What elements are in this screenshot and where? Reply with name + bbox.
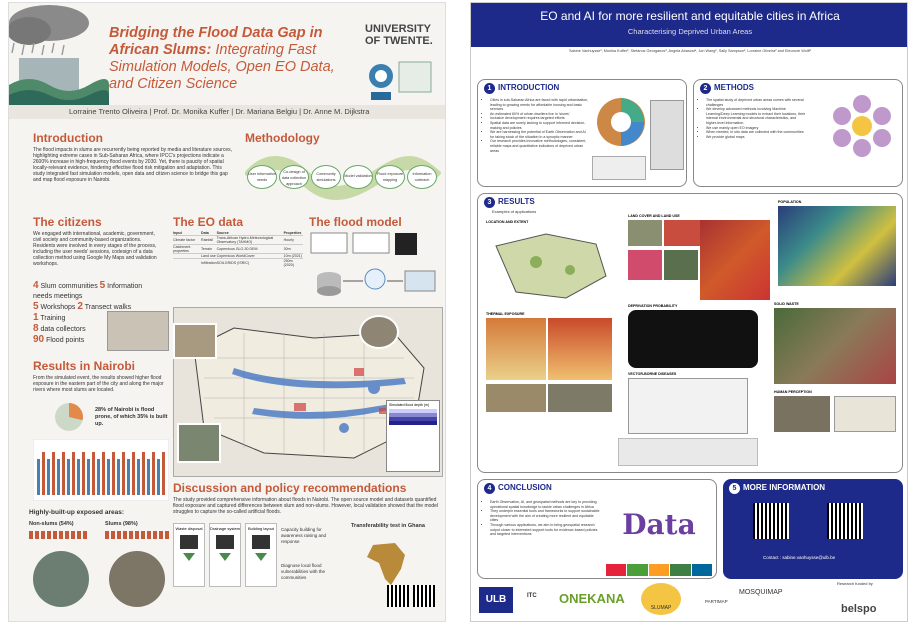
- intro-heading: Introduction: [33, 131, 103, 145]
- map-label: LAND COVER AND LAND USE: [628, 214, 680, 218]
- sdg-icons: [606, 564, 712, 576]
- poster-title: Bridging the Flood Data Gap in African Slums: Integrating Fast Simulation Models, Open EO Data, and Citizen Science: [109, 25, 335, 92]
- chart-bar: [82, 452, 85, 495]
- recommendation-boxes: [173, 523, 277, 587]
- thermal-photo: [486, 384, 546, 412]
- chart-bar: [52, 452, 55, 495]
- location-map: [486, 226, 616, 306]
- slumap-logo: SLUMAP: [641, 583, 681, 615]
- qr-code[interactable]: [827, 503, 863, 539]
- right-subtitle: Characterising Deprived Urban Areas: [627, 27, 753, 36]
- map-label: THERMAL EXPOSURE: [486, 312, 525, 316]
- population-map: [778, 206, 896, 286]
- chart-bar: [162, 452, 165, 495]
- chart-bar: [72, 452, 75, 495]
- slum-label: Slums (98%): [105, 521, 138, 527]
- methodology-heading: Methodology: [245, 131, 320, 145]
- rec-right-2: Diagnose local flood vulnerabilities with the communities: [281, 563, 326, 580]
- chart-bar: [62, 452, 65, 495]
- chart-bar: [42, 452, 45, 495]
- intro-figure: [650, 100, 684, 170]
- method-step: User information needs: [247, 165, 277, 189]
- map-inset-photo: [359, 315, 399, 349]
- map-inset-photo: [177, 423, 221, 463]
- method-step: Model validation: [343, 165, 373, 189]
- disease-chart: [618, 438, 758, 466]
- flood-model-diagram: [309, 231, 441, 303]
- eo-heading: The EO data: [173, 215, 244, 229]
- method-step: Community simulations: [311, 165, 341, 189]
- contact-email[interactable]: Contact : sabine.vanhuysse@ulb.be: [763, 555, 836, 560]
- qr-code[interactable]: [753, 503, 789, 539]
- map-label: VECTOR-BORNE DISEASES: [628, 372, 677, 376]
- nonslum-people-icon: [29, 531, 89, 539]
- slum-photo: [109, 551, 165, 607]
- solid-waste-map: [774, 308, 896, 384]
- chart-bar: [87, 459, 90, 495]
- map-label: HUMAN PERCEPTION: [774, 390, 812, 394]
- method-step: Flood exposure mapping: [375, 165, 405, 189]
- map-legend: Simulated flood depth (m): [386, 400, 440, 472]
- funded-label: Research funded by: [837, 581, 873, 586]
- chart-bar: [97, 459, 100, 495]
- methodology-flow: [245, 153, 441, 203]
- university-logo: UNIVERSITY OF TWENTE.: [365, 23, 433, 47]
- qr-code[interactable]: [387, 585, 409, 607]
- chart-bar: [157, 459, 160, 495]
- results-sub: Examples of applications: [492, 209, 537, 214]
- chart-bar: [102, 452, 105, 495]
- intro-text: The flood impacts in slums are recurrently being reported by media and literature sources, highlighting extreme cases in Sub-Saharan Africa, where IPCC's projections indicate a 2600% increase in high-frequency flood events by 2030. Yet, there is paucity of spatial locally-relevant evidence, hindering effective flood risk mitigation and adaptation. This study integrated fast simulation models, open data and citizen science to bridge this gap and map flood exposure in Nairobi.: [33, 147, 232, 183]
- right-banner: [471, 3, 908, 47]
- nonslum-label: Non-slums (54%): [29, 521, 74, 527]
- discussion-heading: Discussion and policy recommendations: [173, 481, 407, 495]
- landcover-map: [628, 220, 662, 246]
- pie-caption: 28% of Nairobi is flood prone, of which 35% is built up.: [95, 407, 168, 427]
- chart-bar: [152, 452, 155, 495]
- map-label: SOLID WASTE: [774, 302, 799, 306]
- transferability-label: Transferability test in Ghana: [351, 523, 425, 529]
- landcover-map: [700, 220, 770, 300]
- rec-item: Drainage system: [210, 526, 241, 531]
- map-label: DEPRIVATION PROBABILITY: [628, 304, 678, 308]
- methods-flower-diagram: [826, 90, 898, 162]
- results-section: 3 RESULTS Examples of applications LOCATION AND EXTENT LAND COVER AND LAND USE POPULATION THERMAL EXPOSURE DEPRIVATION PROBABILITY SOLID WASTE VECTOR-BORNE DISEASES HUMAN PERCEPTION: [477, 193, 903, 473]
- intro-section: 1 INTRODUCTION • Cities in sub-Saharan Africa are faced with rapid urbanisation, leading to growing needs for affordable housing and basic services • An estimated 60% of urban dwellers live in 'slums' • Inclusive development requires targeted efforts • Spatial data are sorely lacking to support informed decision-making and policies • We are harnessing the potential of Earth Observation and AI for taking stock of the situation in a synoptic manner • Our research provides innovative methodologies, consistent, reliable maps and quantitative indicators of deprived urban areas: [477, 79, 687, 187]
- method-step: Co-design of data collection approach: [279, 165, 309, 189]
- belspo-logo: belspo: [841, 603, 877, 615]
- results-text: From the simulated event, the results showed higher flood exposure in the eastern part of the city and along the major rivers where most slums are located.: [33, 375, 164, 393]
- partner-logos: [367, 58, 437, 102]
- chart-bar: [47, 459, 50, 495]
- chart-bar: [147, 459, 150, 495]
- itc-logo: ITC: [527, 593, 537, 599]
- flood-prone-pie: [53, 401, 85, 433]
- nonslum-photo: [33, 551, 89, 607]
- right-authors: Sabine Vanhuysse¹, Monika Kuffer², Stefanos Georganos³, Angela Abascal⁴, Jon Wang², Sally Sampson², Lorraine Oliveira² and Eleonore Wolff¹: [568, 49, 812, 53]
- eo-table: Input Data Source Properties Climate factor Rainfall Trans-African Hydro-Meteorological Observatory (TAHMO) Hourly Catchment properties Terrain Copernicus GLO-30 DEM 30m Land use Copernicus WorldCover 10m (2021) Infiltration SOILGRIDS (ISRIC) 250m (2020): [173, 231, 302, 267]
- map-inset-photo: [173, 323, 217, 359]
- rec-right-1: Capacity building for awareness raising and response: [281, 527, 327, 544]
- partimap-logo: PARTIMAP: [705, 599, 728, 604]
- thermal-photo: [548, 384, 612, 412]
- rec-item: Building layout: [247, 526, 275, 531]
- chart-bar: [92, 452, 95, 495]
- deprivation-map: [628, 310, 758, 368]
- results-heading: Results in Nairobi: [33, 359, 136, 373]
- citizens-photo: [107, 311, 169, 351]
- chart-bar: [132, 452, 135, 495]
- chart-bar: [67, 459, 70, 495]
- landcover-map: [664, 250, 698, 280]
- right-poster: [470, 2, 908, 622]
- vector-disease-map: [628, 378, 748, 434]
- chart-bar: [142, 452, 145, 495]
- urban-photos-circle: [596, 94, 646, 150]
- intro-chart: [592, 156, 646, 180]
- citizens-heading: The citizens: [33, 215, 102, 229]
- slum-people-icon: [105, 531, 169, 539]
- data-wordcloud: Data: [622, 508, 696, 541]
- map-label: LOCATION AND EXTENT: [486, 220, 529, 224]
- ulb-logo: ULB: [479, 587, 513, 613]
- conclusion-section: 4 CONCLUSION • Earth Observation, AI, and geospatial methods are key to providing operational spatial knowledge to tackle urban challenges in Africa • They underpin essential tools and frameworks to support sustainable development with the aim of creating more resilient and equitable cities • Through various applications, we aim to bring geospatial research output closer to interested support tools for evidence-based policies and targeted interventions Data: [477, 479, 717, 579]
- chart-bar: [57, 459, 60, 495]
- more-info-section: 5 MORE INFORMATION Contact : sabine.vanhuysse@ulb.be: [723, 479, 903, 579]
- chart-bar: [112, 452, 115, 495]
- citizens-text: We engaged with international, academic, government, civil society and community-based organizations. Residents were involved in every stages of the process, including the user needs' sessions, codesign of a data collection method using Google My Maps and validation workshops.: [33, 231, 157, 267]
- chart-bar: [37, 459, 40, 495]
- perception-photo: [774, 396, 830, 432]
- chart-bar: [127, 459, 130, 495]
- chart-bar: [117, 459, 120, 495]
- thermal-map: [548, 318, 612, 380]
- chart-bar: [107, 459, 110, 495]
- chart-bar: [137, 459, 140, 495]
- discussion-text: The study provided comprehensive information about floods in Nairobi. The open source model and datasets quantified flood exposure and captured differences between slum and non-slums. However, local validation showed that the model struggles to capture the so-called artificial floods.: [173, 497, 439, 515]
- method-step: Information outreach: [407, 165, 437, 189]
- qr-code[interactable]: [413, 585, 435, 607]
- landcover-map: [628, 250, 662, 280]
- rec-item: Waste disposal: [175, 526, 203, 531]
- methods-section: 2 METHODS • The spatial study of deprived urban areas comes with several challenges • We develop advanced methods involving Machine Learning/Deep Learning models to extract their locations, their internal environmental and structural characteristics, and higher-level information • We use mainly open EO imagery • When needed, in situ data are collected with the communities • We provide global maps: [693, 79, 903, 187]
- citizens-stats: 4 Slum communities 5 Information needs meetings 5 Workshops 2 Transect walks 1 Training 8 data collectors 90 Flood points: [33, 280, 143, 345]
- perception-chart: [834, 396, 896, 432]
- chart-bar: [122, 452, 125, 495]
- thermal-map: [486, 318, 546, 380]
- chart-bar: [77, 459, 80, 495]
- results-bar-chart: [33, 439, 169, 501]
- right-title: EO and AI for more resilient and equitable cities in Africa: [540, 9, 840, 23]
- africa-map-icon: [361, 541, 411, 589]
- rain-cloud-icon: [9, 3, 109, 113]
- map-label: POPULATION: [778, 200, 802, 204]
- poster-authors: Lorraine Trento Oliveira | Prof. Dr. Monika Kuffer | Dr. Mariana Belgiu | Dr. Anne M. Dijkstra: [9, 105, 446, 119]
- flood-model-heading: The flood model: [309, 215, 402, 229]
- mosquimap-logo: MOSQUIMAP: [739, 589, 783, 596]
- highly-built-heading: Highly-built-up exposed areas:: [29, 509, 124, 516]
- onekana-logo: ONEKANA: [559, 591, 625, 606]
- left-poster: [8, 2, 446, 622]
